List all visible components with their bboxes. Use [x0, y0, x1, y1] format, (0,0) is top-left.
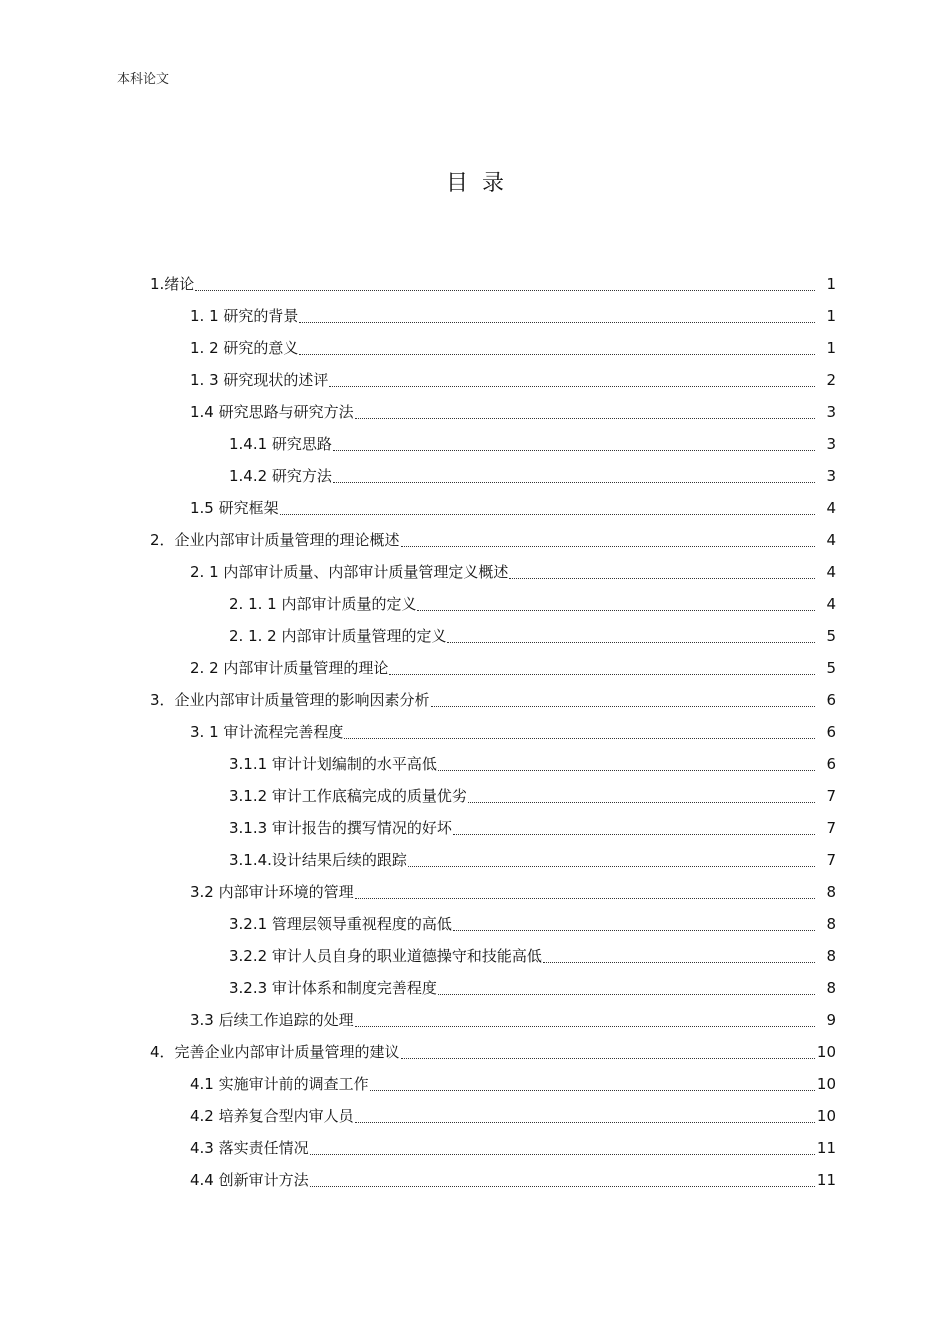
toc-page-number: 1 — [826, 307, 836, 325]
toc-entry[interactable] — [0, 524, 950, 556]
toc-entry-text: 4．完善企业内部审计质量管理的建议 — [150, 1043, 400, 1061]
toc-page-number: 5 — [826, 659, 836, 677]
toc-page-number: 11 — [816, 1139, 836, 1157]
toc-entry-text: 3.1.2 审计工作底稿完成的质量优劣 — [229, 787, 467, 805]
toc-entry[interactable] — [0, 908, 950, 940]
running-head: 本科论文 — [117, 72, 170, 87]
toc-page-number: 3 — [826, 435, 836, 453]
toc-entry-text: 3.1.3 审计报告的撰写情况的好坏 — [229, 819, 452, 837]
toc-entry-text: 1. 3 研究现状的述评 — [190, 371, 329, 389]
toc-page-number: 9 — [826, 1011, 836, 1029]
toc-entry-text: 1.绪论 — [150, 275, 195, 293]
toc-dot-leader — [355, 396, 815, 419]
toc-entry-text: 3. 1 审计流程完善程度 — [190, 723, 344, 741]
toc-entry[interactable] — [0, 460, 950, 492]
toc-dot-leader — [447, 620, 815, 643]
toc-page-number: 4 — [826, 563, 836, 581]
toc-page-number: 7 — [826, 787, 836, 805]
toc-dot-leader — [438, 748, 815, 771]
toc-entry[interactable] — [0, 332, 950, 364]
toc-page-number: 6 — [826, 755, 836, 773]
toc-entry[interactable] — [0, 620, 950, 652]
toc-page-number: 6 — [826, 691, 836, 709]
toc-dot-leader — [280, 492, 815, 515]
toc-page-number: 8 — [826, 979, 836, 997]
toc-entry[interactable] — [0, 428, 950, 460]
toc-page-number: 8 — [826, 947, 836, 965]
toc-dot-leader — [310, 1164, 815, 1187]
toc-entry-text: 3.2.2 审计人员自身的职业道德操守和技能高低 — [229, 947, 542, 965]
toc-dot-leader — [509, 556, 815, 579]
toc-entry-text: 3.1.1 审计计划编制的水平高低 — [229, 755, 437, 773]
toc-entry[interactable] — [0, 780, 950, 812]
toc-dot-leader — [299, 300, 815, 323]
toc-entry[interactable] — [0, 268, 950, 300]
toc-dot-leader — [389, 652, 815, 675]
toc-page-number: 7 — [826, 851, 836, 869]
toc-entry-text: 3.3 后续工作追踪的处理 — [190, 1011, 354, 1029]
toc-entry[interactable] — [0, 1004, 950, 1036]
toc-page-number: 8 — [826, 915, 836, 933]
toc-page-number: 8 — [826, 883, 836, 901]
toc-entry[interactable] — [0, 716, 950, 748]
toc-dot-leader — [310, 1132, 815, 1155]
toc-entry-text: 2. 2 内部审计质量管理的理论 — [190, 659, 389, 677]
toc-page-number: 10 — [816, 1107, 836, 1125]
toc-entry[interactable] — [0, 684, 950, 716]
toc-page-number: 11 — [816, 1171, 836, 1189]
toc-dot-leader — [417, 588, 815, 611]
toc-entry-text: 3.2.1 管理层领导重视程度的高低 — [229, 915, 452, 933]
toc-dot-leader — [355, 1100, 815, 1123]
toc-entry[interactable] — [0, 1036, 950, 1068]
toc-page-number: 2 — [826, 371, 836, 389]
toc-entry-text: 4.4 创新审计方法 — [190, 1171, 309, 1189]
toc-page-number: 4 — [826, 595, 836, 613]
toc-entry-text: 1.4 研究思路与研究方法 — [190, 403, 354, 421]
toc-page-number: 4 — [826, 499, 836, 517]
toc-page-number: 3 — [826, 403, 836, 421]
toc-entry-text: 2. 1 内部审计质量、内部审计质量管理定义概述 — [190, 563, 509, 581]
toc-entry-text: 1. 2 研究的意义 — [190, 339, 299, 357]
toc-entry[interactable] — [0, 876, 950, 908]
toc-entry-text: 1.5 研究框架 — [190, 499, 279, 517]
toc-entry[interactable] — [0, 1164, 950, 1196]
toc-entry[interactable] — [0, 492, 950, 524]
toc-dot-leader — [468, 780, 815, 803]
toc-page-number: 3 — [826, 467, 836, 485]
toc-entry-text: 2. 1. 1 内部审计质量的定义 — [229, 595, 417, 613]
toc-entry[interactable] — [0, 588, 950, 620]
toc-entry[interactable] — [0, 812, 950, 844]
toc-dot-leader — [453, 908, 815, 931]
toc-entry-text: 4.3 落实责任情况 — [190, 1139, 309, 1157]
toc-dot-leader — [370, 1068, 815, 1091]
toc-dot-leader — [299, 332, 815, 355]
toc-dot-leader — [453, 812, 815, 835]
toc-entry-text: 3．企业内部审计质量管理的影响因素分析 — [150, 691, 430, 709]
toc-entry-text: 3.1.4.设计结果后续的跟踪 — [229, 851, 407, 869]
toc-entry[interactable] — [0, 1132, 950, 1164]
toc-entry[interactable] — [0, 364, 950, 396]
toc-dot-leader — [431, 684, 815, 707]
toc-dot-leader — [543, 940, 815, 963]
toc-dot-leader — [355, 876, 815, 899]
toc-page-number: 4 — [826, 531, 836, 549]
toc-dot-leader — [401, 524, 815, 547]
toc-dot-leader — [195, 268, 815, 291]
table-of-contents — [0, 268, 950, 1196]
toc-page-number: 10 — [816, 1075, 836, 1093]
toc-dot-leader — [344, 716, 815, 739]
toc-page-number: 1 — [826, 275, 836, 293]
toc-page-number: 7 — [826, 819, 836, 837]
toc-dot-leader — [333, 460, 815, 483]
toc-entry-text: 2．企业内部审计质量管理的理论概述 — [150, 531, 400, 549]
toc-entry[interactable] — [0, 1100, 950, 1132]
toc-dot-leader — [355, 1004, 815, 1027]
toc-entry-text: 1.4.1 研究思路 — [229, 435, 332, 453]
toc-dot-leader — [408, 844, 815, 867]
toc-entry-text: 3.2.3 审计体系和制度完善程度 — [229, 979, 437, 997]
toc-entry-text: 2. 1. 2 内部审计质量管理的定义 — [229, 627, 447, 645]
toc-entry[interactable] — [0, 396, 950, 428]
toc-page-number: 5 — [826, 627, 836, 645]
toc-dot-leader — [333, 428, 815, 451]
toc-entry-text: 4.1 实施审计前的调查工作 — [190, 1075, 369, 1093]
toc-page-number: 10 — [816, 1043, 836, 1061]
toc-entry-text: 3.2 内部审计环境的管理 — [190, 883, 354, 901]
toc-entry-text: 4.2 培养复合型内审人员 — [190, 1107, 354, 1125]
toc-entry[interactable] — [0, 556, 950, 588]
toc-dot-leader — [401, 1036, 815, 1059]
toc-entry[interactable] — [0, 940, 950, 972]
toc-title: 目录 — [445, 171, 518, 196]
toc-dot-leader — [329, 364, 815, 387]
toc-page-number: 1 — [826, 339, 836, 357]
toc-entry[interactable] — [0, 748, 950, 780]
toc-entry[interactable] — [0, 652, 950, 684]
toc-entry[interactable] — [0, 844, 950, 876]
toc-page-number: 6 — [826, 723, 836, 741]
toc-entry[interactable] — [0, 1068, 950, 1100]
toc-entry-text: 1. 1 研究的背景 — [190, 307, 299, 325]
toc-entry[interactable] — [0, 300, 950, 332]
toc-dot-leader — [438, 972, 815, 995]
toc-entry-text: 1.4.2 研究方法 — [229, 467, 332, 485]
toc-entry[interactable] — [0, 972, 950, 1004]
